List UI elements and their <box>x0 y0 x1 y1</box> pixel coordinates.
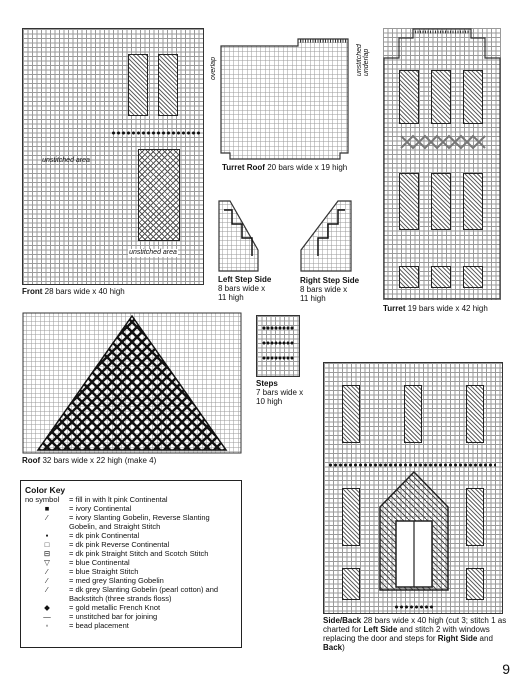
key-row-6 <box>25 558 237 567</box>
side-back-desc2: and stitch 2 with windows replacing the door and steps for <box>323 625 490 643</box>
side-step-dots <box>394 605 434 609</box>
side-door <box>378 471 450 591</box>
roof-title: Roof <box>22 456 41 465</box>
left-step-desc1: 8 bars wide x <box>218 284 266 293</box>
turret-window-2 <box>431 70 451 124</box>
front-unstitched-1: unstitched area <box>42 157 90 164</box>
turret-caption <box>383 304 488 313</box>
key-sym-0: no symbol <box>25 495 60 504</box>
side-back-and: and <box>479 634 493 643</box>
front-door <box>138 149 180 241</box>
key-txt-9: = dk grey Slanting Gobelin (pearl cotton) and Backstitch (three strands floss) <box>69 585 219 603</box>
side-window-1 <box>342 385 360 443</box>
side-back-back: Back <box>323 643 343 652</box>
turret-desc: 19 bars wide x 42 high <box>407 304 488 313</box>
turret-window-1 <box>399 70 419 124</box>
key-txt-6: = blue Continental <box>69 558 130 567</box>
side-window-7 <box>466 568 484 600</box>
key-row-3 <box>25 531 237 540</box>
color-key <box>20 480 242 648</box>
right-step-desc1: 8 bars wide x <box>300 285 348 294</box>
key-row-8 <box>25 576 237 585</box>
steps-dash-3 <box>262 356 294 360</box>
turret-outline <box>383 28 501 300</box>
front-desc: 28 bars wide x 40 high <box>44 287 125 296</box>
side-back-title: Side/Back <box>323 616 362 625</box>
key-sym-9: ⁄ <box>46 585 48 594</box>
key-txt-11: = unstitched bar for joining <box>69 612 158 621</box>
roof-caption <box>22 456 156 465</box>
side-window-6 <box>342 568 360 600</box>
right-step-desc2: 11 high <box>300 294 326 303</box>
steps-dash-2 <box>262 341 294 345</box>
side-back-desc: 28 bars wide x 40 high (cut 3; stitch 1 as charted for <box>323 616 507 634</box>
key-sym-10: ◆ <box>44 603 50 612</box>
turret-roof-desc: 20 bars wide x 19 high <box>267 163 348 172</box>
steps-caption <box>256 379 303 406</box>
steps-title: Steps <box>256 379 278 388</box>
key-txt-0: = fill in with lt pink Continental <box>69 495 168 504</box>
right-step-title: Right Step Side <box>300 276 360 285</box>
key-txt-12: = bead placement <box>69 621 129 630</box>
steps-chart <box>256 315 300 377</box>
front-unstitched-2: unstitched area <box>129 249 177 256</box>
key-txt-7: = blue Straight Stitch <box>69 567 139 576</box>
steps-dash-1 <box>262 326 294 330</box>
side-window-2 <box>404 385 422 443</box>
front-dot-row <box>111 131 201 135</box>
key-sym-7: ⁄ <box>46 567 48 576</box>
turret-window-6 <box>463 173 483 230</box>
turret-window-9 <box>463 266 483 288</box>
turret-roof-title: Turret Roof <box>222 163 265 172</box>
key-txt-8: = med grey Slanting Gobelin <box>69 576 164 585</box>
turret-underlap-label: unstitched underlap <box>356 44 370 76</box>
side-window-4 <box>342 488 360 546</box>
turret-chart <box>383 28 501 300</box>
side-back-chart <box>323 362 503 614</box>
turret-title: Turret <box>383 304 406 313</box>
steps-desc1: 7 bars wide x <box>256 388 304 397</box>
turret-roof-caption <box>222 163 347 172</box>
turret-window-8 <box>431 266 451 288</box>
key-sym-4: □ <box>44 540 50 549</box>
turret-roof-overlap-label: overlap <box>210 57 217 80</box>
left-step-chart <box>218 200 260 272</box>
key-sym-6: ▽ <box>44 558 50 567</box>
page-number: 9 <box>502 661 510 677</box>
side-back-left: Left Side <box>363 625 398 634</box>
front-chart <box>22 28 204 285</box>
turret-window-7 <box>399 266 419 288</box>
steps-desc2: 10 high <box>256 397 283 406</box>
front-title: Front <box>22 287 43 296</box>
key-sym-11: — <box>43 612 51 621</box>
side-dot-row <box>328 463 496 467</box>
key-row-4 <box>25 540 237 549</box>
turret-roof-shape <box>221 39 348 159</box>
key-txt-3: = dk pink Continental <box>69 531 140 540</box>
key-txt-10: = gold metallic French Knot <box>69 603 161 612</box>
side-back-right: Right Side <box>437 634 478 643</box>
key-row-7 <box>25 567 237 576</box>
right-step-chart <box>300 200 352 272</box>
key-row-2 <box>25 513 237 531</box>
key-row-0 <box>25 495 237 504</box>
front-window-right <box>158 54 178 116</box>
left-step-caption <box>218 275 271 302</box>
turret-window-4 <box>399 173 419 230</box>
key-row-11 <box>25 612 237 621</box>
key-row-9 <box>25 585 237 603</box>
roof-desc: 32 bars wide x 22 high (make 4) <box>42 456 157 465</box>
key-row-12 <box>25 621 237 630</box>
color-key-title: Color Key <box>25 485 66 495</box>
key-sym-5: ⊟ <box>43 549 51 558</box>
key-sym-8: ⁄ <box>46 576 48 585</box>
turret-window-3 <box>463 70 483 124</box>
front-window-left <box>128 54 148 116</box>
right-step-caption <box>300 276 359 303</box>
side-back-caption: Side/Back 28 bars wide x 40 high (cut 3; stitch 1 as charted for Left Side and stitch 2 with windows replacing the door and steps for Right Side and Back) <box>323 616 507 652</box>
key-sym-3: ▪ <box>45 531 49 540</box>
roof-chart <box>22 312 242 454</box>
key-txt-1: = ivory Continental <box>69 504 132 513</box>
key-row-5 <box>25 549 237 558</box>
side-window-3 <box>466 385 484 443</box>
key-row-1 <box>25 504 237 513</box>
key-sym-2: ⁄ <box>46 513 48 522</box>
turret-window-5 <box>431 173 451 230</box>
key-sym-1: ■ <box>44 504 50 513</box>
side-window-5 <box>466 488 484 546</box>
key-txt-2: = ivory Slanting Gobelin, Reverse Slanting Gobelin, and Straight Stitch <box>69 513 210 531</box>
turret-roof-chart <box>220 38 350 160</box>
key-row-10 <box>25 603 237 612</box>
key-sym-12: ◦ <box>45 621 49 630</box>
left-step-desc2: 11 high <box>218 293 244 302</box>
key-txt-4: = dk pink Reverse Continental <box>69 540 170 549</box>
key-txt-5: = dk pink Straight Stitch and Scotch Stitch <box>69 549 209 558</box>
front-caption <box>22 287 125 296</box>
left-step-title: Left Step Side <box>218 275 272 284</box>
